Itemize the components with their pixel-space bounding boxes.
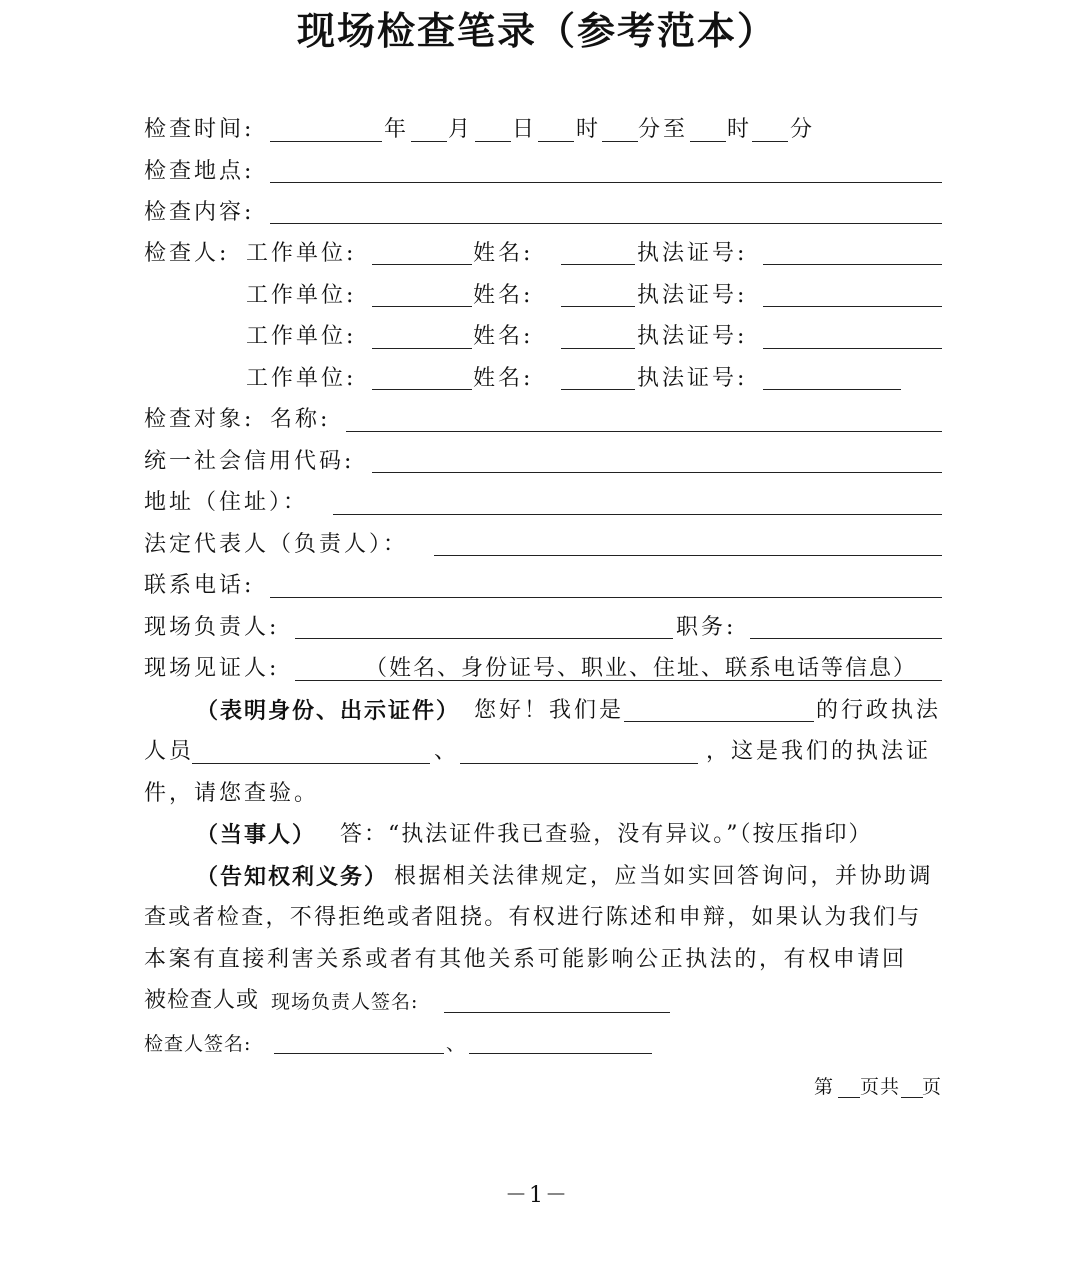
cert-blank[interactable] bbox=[763, 389, 901, 390]
inspector-sign-sep: 、 bbox=[446, 1033, 467, 1055]
page-info-suffix: 页 bbox=[922, 1076, 943, 1098]
position-label: 职务: bbox=[676, 615, 737, 640]
officer1-blank[interactable] bbox=[192, 763, 430, 764]
target-name-label: 名称: bbox=[270, 407, 331, 432]
cert-label: 执法证号: bbox=[637, 324, 748, 349]
day-blank[interactable] bbox=[475, 141, 511, 142]
cert-blank[interactable] bbox=[763, 306, 942, 307]
identity-text5: 件，请您查验。 bbox=[144, 781, 320, 806]
credit-code-blank[interactable] bbox=[372, 472, 942, 473]
witness-hint: （姓名、身份证号、职业、住址、联系电话等信息） bbox=[365, 656, 918, 681]
page-total-blank[interactable] bbox=[901, 1097, 923, 1098]
name-label: 姓名: bbox=[473, 283, 534, 308]
officer2-blank[interactable] bbox=[460, 763, 698, 764]
unit-label: 工作单位: bbox=[246, 366, 357, 391]
rights-line1: 根据相关法律规定，应当如实回答询问，并协助调 bbox=[394, 864, 934, 889]
day-label: 日 bbox=[512, 117, 538, 142]
witness-label: 现场见证人: bbox=[144, 656, 280, 681]
page-info-mid: 页共 bbox=[860, 1076, 901, 1098]
unit-blank[interactable] bbox=[372, 389, 472, 390]
end-minute-blank[interactable] bbox=[752, 141, 788, 142]
unit-label: 工作单位: bbox=[246, 283, 357, 308]
name-label: 姓名: bbox=[473, 366, 534, 391]
inspected-sign-blank[interactable] bbox=[444, 1012, 670, 1013]
cert-label: 执法证号: bbox=[637, 283, 748, 308]
identity-text4: ，这是我们的执法证 bbox=[706, 739, 932, 764]
year-label: 年 bbox=[384, 117, 410, 142]
onsite-manager-blank[interactable] bbox=[295, 638, 673, 639]
inspection-place-label: 检查地点: bbox=[144, 159, 255, 184]
cert-label: 执法证号: bbox=[637, 241, 748, 266]
unit-blank[interactable] bbox=[372, 306, 472, 307]
name-blank[interactable] bbox=[561, 264, 635, 265]
unit-blank[interactable] bbox=[372, 264, 472, 265]
name-blank[interactable] bbox=[561, 306, 635, 307]
target-name-blank[interactable] bbox=[346, 431, 942, 432]
unit-blank[interactable] bbox=[372, 348, 472, 349]
document-title: 现场检查笔录（参考范本） bbox=[296, 9, 777, 53]
inspection-time-label: 检查时间: bbox=[144, 117, 255, 142]
identity-text1: 您好！我们是 bbox=[474, 698, 625, 723]
identity-text2: 的行政执法 bbox=[816, 698, 942, 723]
position-blank[interactable] bbox=[750, 638, 942, 639]
unit-label: 工作单位: bbox=[246, 324, 357, 349]
address-blank[interactable] bbox=[333, 514, 942, 515]
hour-blank[interactable] bbox=[538, 141, 574, 142]
name-blank[interactable] bbox=[561, 348, 635, 349]
rights-line2: 查或者检查，不得拒绝或者阻挠。有权进行陈述和申辩，如果认为我们与 bbox=[144, 905, 922, 930]
inspection-content-label: 检查内容: bbox=[144, 200, 255, 225]
cert-blank[interactable] bbox=[763, 264, 942, 265]
legal-rep-blank[interactable] bbox=[434, 555, 942, 556]
target-label: 检查对象: bbox=[144, 407, 255, 432]
identity-bold: （表明身份、出示证件） bbox=[196, 698, 461, 724]
end-hour-label: 时 bbox=[727, 117, 753, 142]
inspector-sign2-blank[interactable] bbox=[469, 1053, 652, 1054]
year-blank[interactable] bbox=[270, 141, 382, 142]
name-label: 姓名: bbox=[473, 241, 534, 266]
page-number: －1－ bbox=[505, 1183, 569, 1208]
name-blank[interactable] bbox=[561, 389, 635, 390]
unit-label: 工作单位: bbox=[246, 241, 357, 266]
end-minute-label: 分 bbox=[790, 117, 816, 142]
inspection-content-blank[interactable] bbox=[270, 223, 942, 224]
inspected-sign-label-b: 现场负责人签名: bbox=[271, 991, 419, 1013]
phone-label: 联系电话: bbox=[144, 573, 255, 598]
inspected-sign-label-a: 被检查人或 bbox=[144, 988, 260, 1013]
rights-line3: 本案有直接利害关系或者有其他关系可能影响公正执法的，有权申请回 bbox=[144, 947, 907, 972]
inspector-sign1-blank[interactable] bbox=[274, 1053, 444, 1054]
legal-rep-label: 法定代表人（负责人）： bbox=[144, 532, 409, 557]
identity-text3: 人员 bbox=[144, 739, 195, 764]
hour-label: 时 bbox=[576, 117, 602, 142]
cert-blank[interactable] bbox=[763, 348, 942, 349]
rights-bold: （告知权利义务） bbox=[196, 864, 389, 890]
party-text: 答：“执法证件我已查验，没有异议。”（按压指印） bbox=[340, 822, 873, 847]
party-bold: （当事人） bbox=[196, 822, 317, 848]
end-hour-blank[interactable] bbox=[690, 141, 726, 142]
month-blank[interactable] bbox=[411, 141, 447, 142]
inspector-sign-label: 检查人签名: bbox=[144, 1033, 252, 1055]
page-current-blank[interactable] bbox=[838, 1097, 860, 1098]
phone-blank[interactable] bbox=[270, 597, 942, 598]
name-label: 姓名: bbox=[473, 324, 534, 349]
agency-blank[interactable] bbox=[624, 721, 814, 722]
minute-blank[interactable] bbox=[602, 141, 638, 142]
identity-sep: 、 bbox=[434, 739, 460, 764]
cert-label: 执法证号: bbox=[637, 366, 748, 391]
month-label: 月 bbox=[448, 117, 474, 142]
address-label: 地址（住址）： bbox=[144, 490, 309, 515]
credit-code-label: 统一社会信用代码: bbox=[144, 449, 355, 474]
page-info-prefix: 第 bbox=[814, 1076, 835, 1098]
inspector-label: 检查人: bbox=[144, 241, 230, 266]
minute-to-label: 分至 bbox=[638, 117, 689, 142]
onsite-manager-label: 现场负责人: bbox=[144, 615, 280, 640]
inspection-place-blank[interactable] bbox=[270, 182, 942, 183]
